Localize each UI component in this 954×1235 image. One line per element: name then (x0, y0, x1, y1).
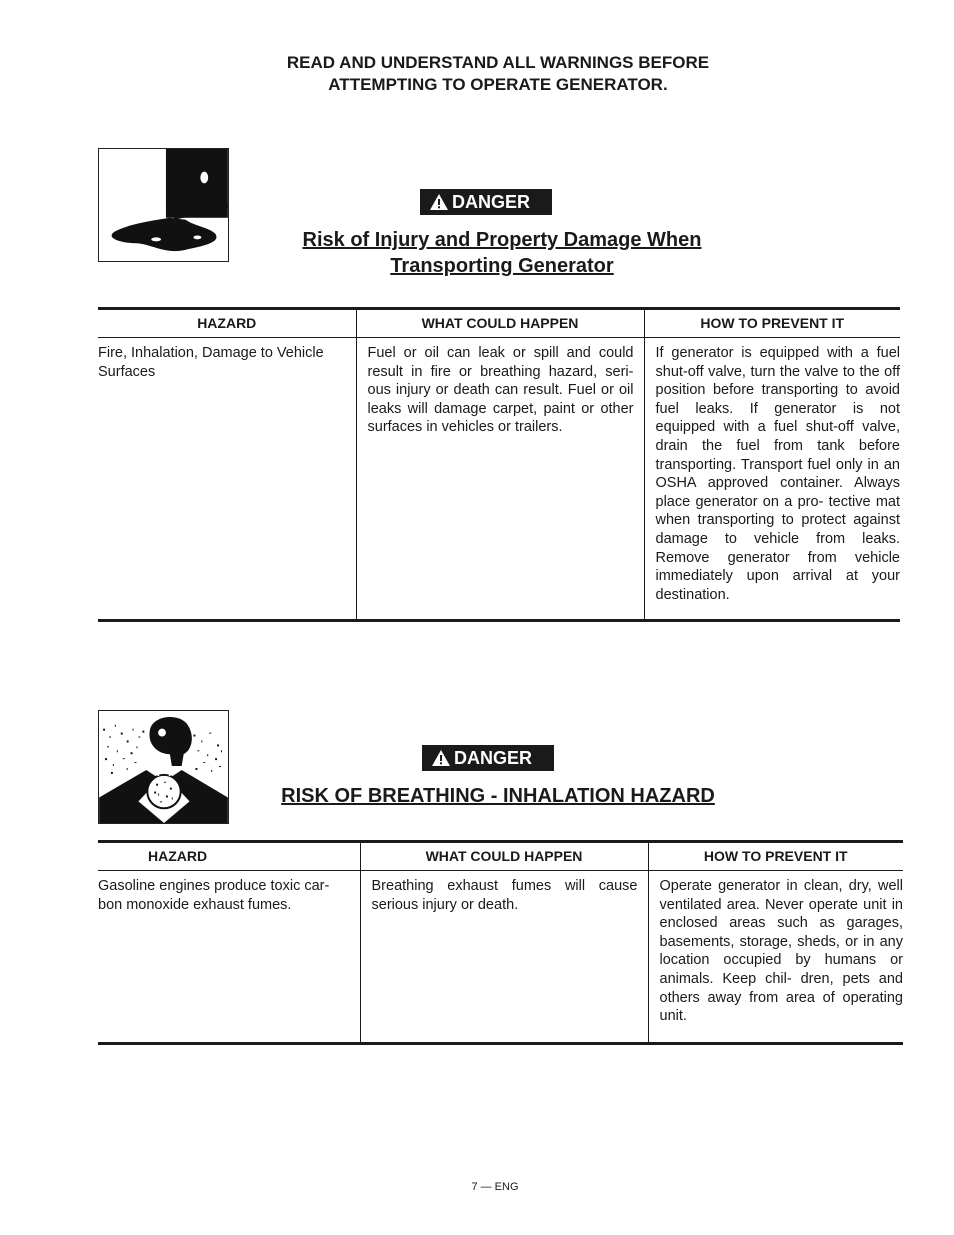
section-title (260, 227, 744, 279)
hazard-table (98, 307, 900, 622)
what-cell: Fuel or oil can leak or spill and could result in fire or breathing hazard, seri- ous injury or death can result. Fuel or oil leaks will damage carpet, paint or other surfaces in vehicles or trailers. (356, 338, 644, 621)
inhalation-hazard-icon (98, 710, 229, 824)
read-warnings-header (0, 52, 954, 96)
hazard-table (98, 840, 903, 1045)
danger-label: DANGER (452, 192, 531, 212)
table-header-row (98, 842, 903, 871)
danger-label: DANGER (454, 748, 533, 768)
column-header-what: WHAT COULD HAPPEN (360, 842, 648, 871)
hazard-cell: Gasoline engines produce toxic car- bon monoxide exhaust fumes. (98, 871, 360, 1044)
section-title-line-1: RISK OF BREATHING - INHALATION HAZARD (281, 785, 715, 807)
warning-triangle-icon (432, 750, 450, 766)
what-cell: Breathing exhaust fumes will cause serious injury or death. (360, 871, 648, 1044)
section-title-line-1: Risk of Injury and Property Damage When (302, 229, 702, 251)
column-header-hazard: HAZARD (98, 309, 356, 338)
danger-badge (420, 189, 552, 215)
hazard-cell: Fire, Inhalation, Damage to Vehicle Surfaces (98, 338, 356, 621)
column-header-hazard: HAZARD (98, 842, 360, 871)
prevent-cell: Operate generator in clean, dry, well ventilated area. Never operate unit in enclosed areas such as garages, basements, storage, sheds, or in any location occupied by humans or animals. Keep chil- dren, pets and others away from area of operating unit. (648, 871, 903, 1044)
column-header-what: WHAT COULD HAPPEN (356, 309, 644, 338)
fuel-spill-icon (98, 148, 229, 262)
danger-badge (422, 745, 554, 771)
table-row (98, 871, 903, 1044)
column-header-prevent: HOW TO PREVENT IT (648, 842, 903, 871)
page-number: 7 — ENG (471, 1181, 519, 1193)
section-title (252, 783, 744, 809)
prevent-cell: If generator is equipped with a fuel shut-off valve, turn the valve to the off position before transporting to avoid fuel leaks. If generator is not equipped with a fuel shut-off valve, drain the fuel from tank before transporting. Transport fuel only in an OSHA approved container. Always place generator on a pro- tective mat when transporting to protect against damage to vehicle from leaks. Remove generator from vehicle immediately upon arrival at your destination. (644, 338, 900, 621)
table-header-row (98, 309, 900, 338)
column-header-prevent: HOW TO PREVENT IT (644, 309, 900, 338)
table-row (98, 338, 900, 621)
section-title-line-2: Transporting Generator (390, 255, 614, 277)
warning-triangle-icon (430, 194, 448, 210)
header-line-2: ATTEMPTING TO OPERATE GENERATOR. (328, 75, 668, 94)
header-line-1: READ AND UNDERSTAND ALL WARNINGS BEFORE (286, 53, 710, 72)
